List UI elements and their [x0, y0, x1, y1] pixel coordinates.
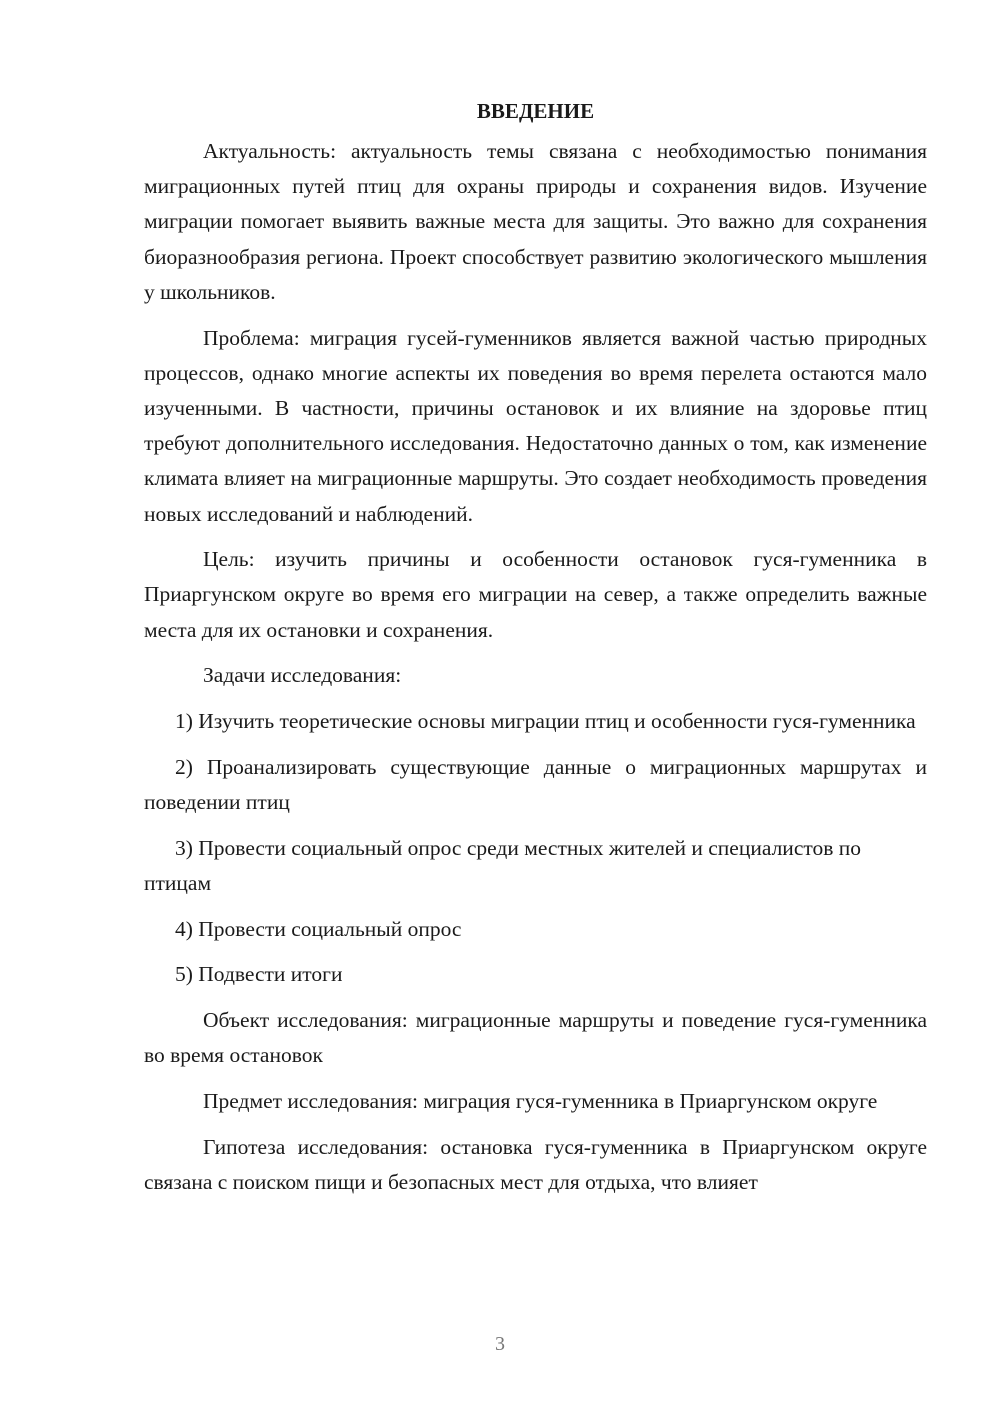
task-item: 5) Подвести итоги: [175, 962, 343, 987]
paragraph-hypothesis: Гипотеза исследования: остановка гуся-гуменника в Приаргунском округе связана с поиском пищи и безопасных мест для отдыха, что влияет: [144, 1134, 927, 1194]
paragraph-tasks-heading: Задачи исследования:: [203, 663, 402, 688]
section-title: ВВЕДЕНИЕ: [476, 99, 595, 123]
task-item: 1) Изучить теоретические основы миграции птиц и особенности гуся-гуменника: [175, 709, 916, 734]
task-item: 2) Проанализировать существующие данные о миграционных маршрутах и поведении птиц: [144, 754, 927, 814]
page-number: 3: [495, 1333, 505, 1355]
document-page: [144, 88, 927, 1210]
task-item: 4) Провести социальный опрос: [175, 916, 462, 941]
paragraph-problem: Проблема: миграция гусей-гуменников является важной частью природных процессов, однако многие аспекты их поведения во время перелета остаются мало изученными. В частности, причины остановок и их влияние на здоровье птиц требуют дополнительного исследования. Недостаточно данных о том, как изменение климата влияет на миграционные маршруты. Это создает необходимость проведения новых исследований и наблюдений.: [144, 325, 927, 526]
paragraph-subject: Предмет исследования: миграция гуся-гуменника в Приаргунском округе: [203, 1088, 878, 1113]
paragraph-goal: Цель: изучить причины и особенности остановок гуся-гуменника в Приаргунском округе во время его миграции на север, а также определить важные места для их остановки и сохранения.: [144, 547, 927, 642]
paragraph-object: Объект исследования: миграционные маршруты и поведение гуся-гуменника во время остановок: [144, 1007, 927, 1068]
task-item: 3) Провести социальный опрос среди местных жителей и специалистов по птицам: [144, 835, 862, 895]
paragraph-relevance: Актуальность: актуальность темы связана с необходимостью понимания миграционных путей птиц для охраны природы и сохранения видов. Изучение миграции помогает выявить важные места для защиты. Это важно для сохранения биоразнообразия региона. Проект способствует развитию экологического мышления у школьников.: [144, 139, 927, 304]
